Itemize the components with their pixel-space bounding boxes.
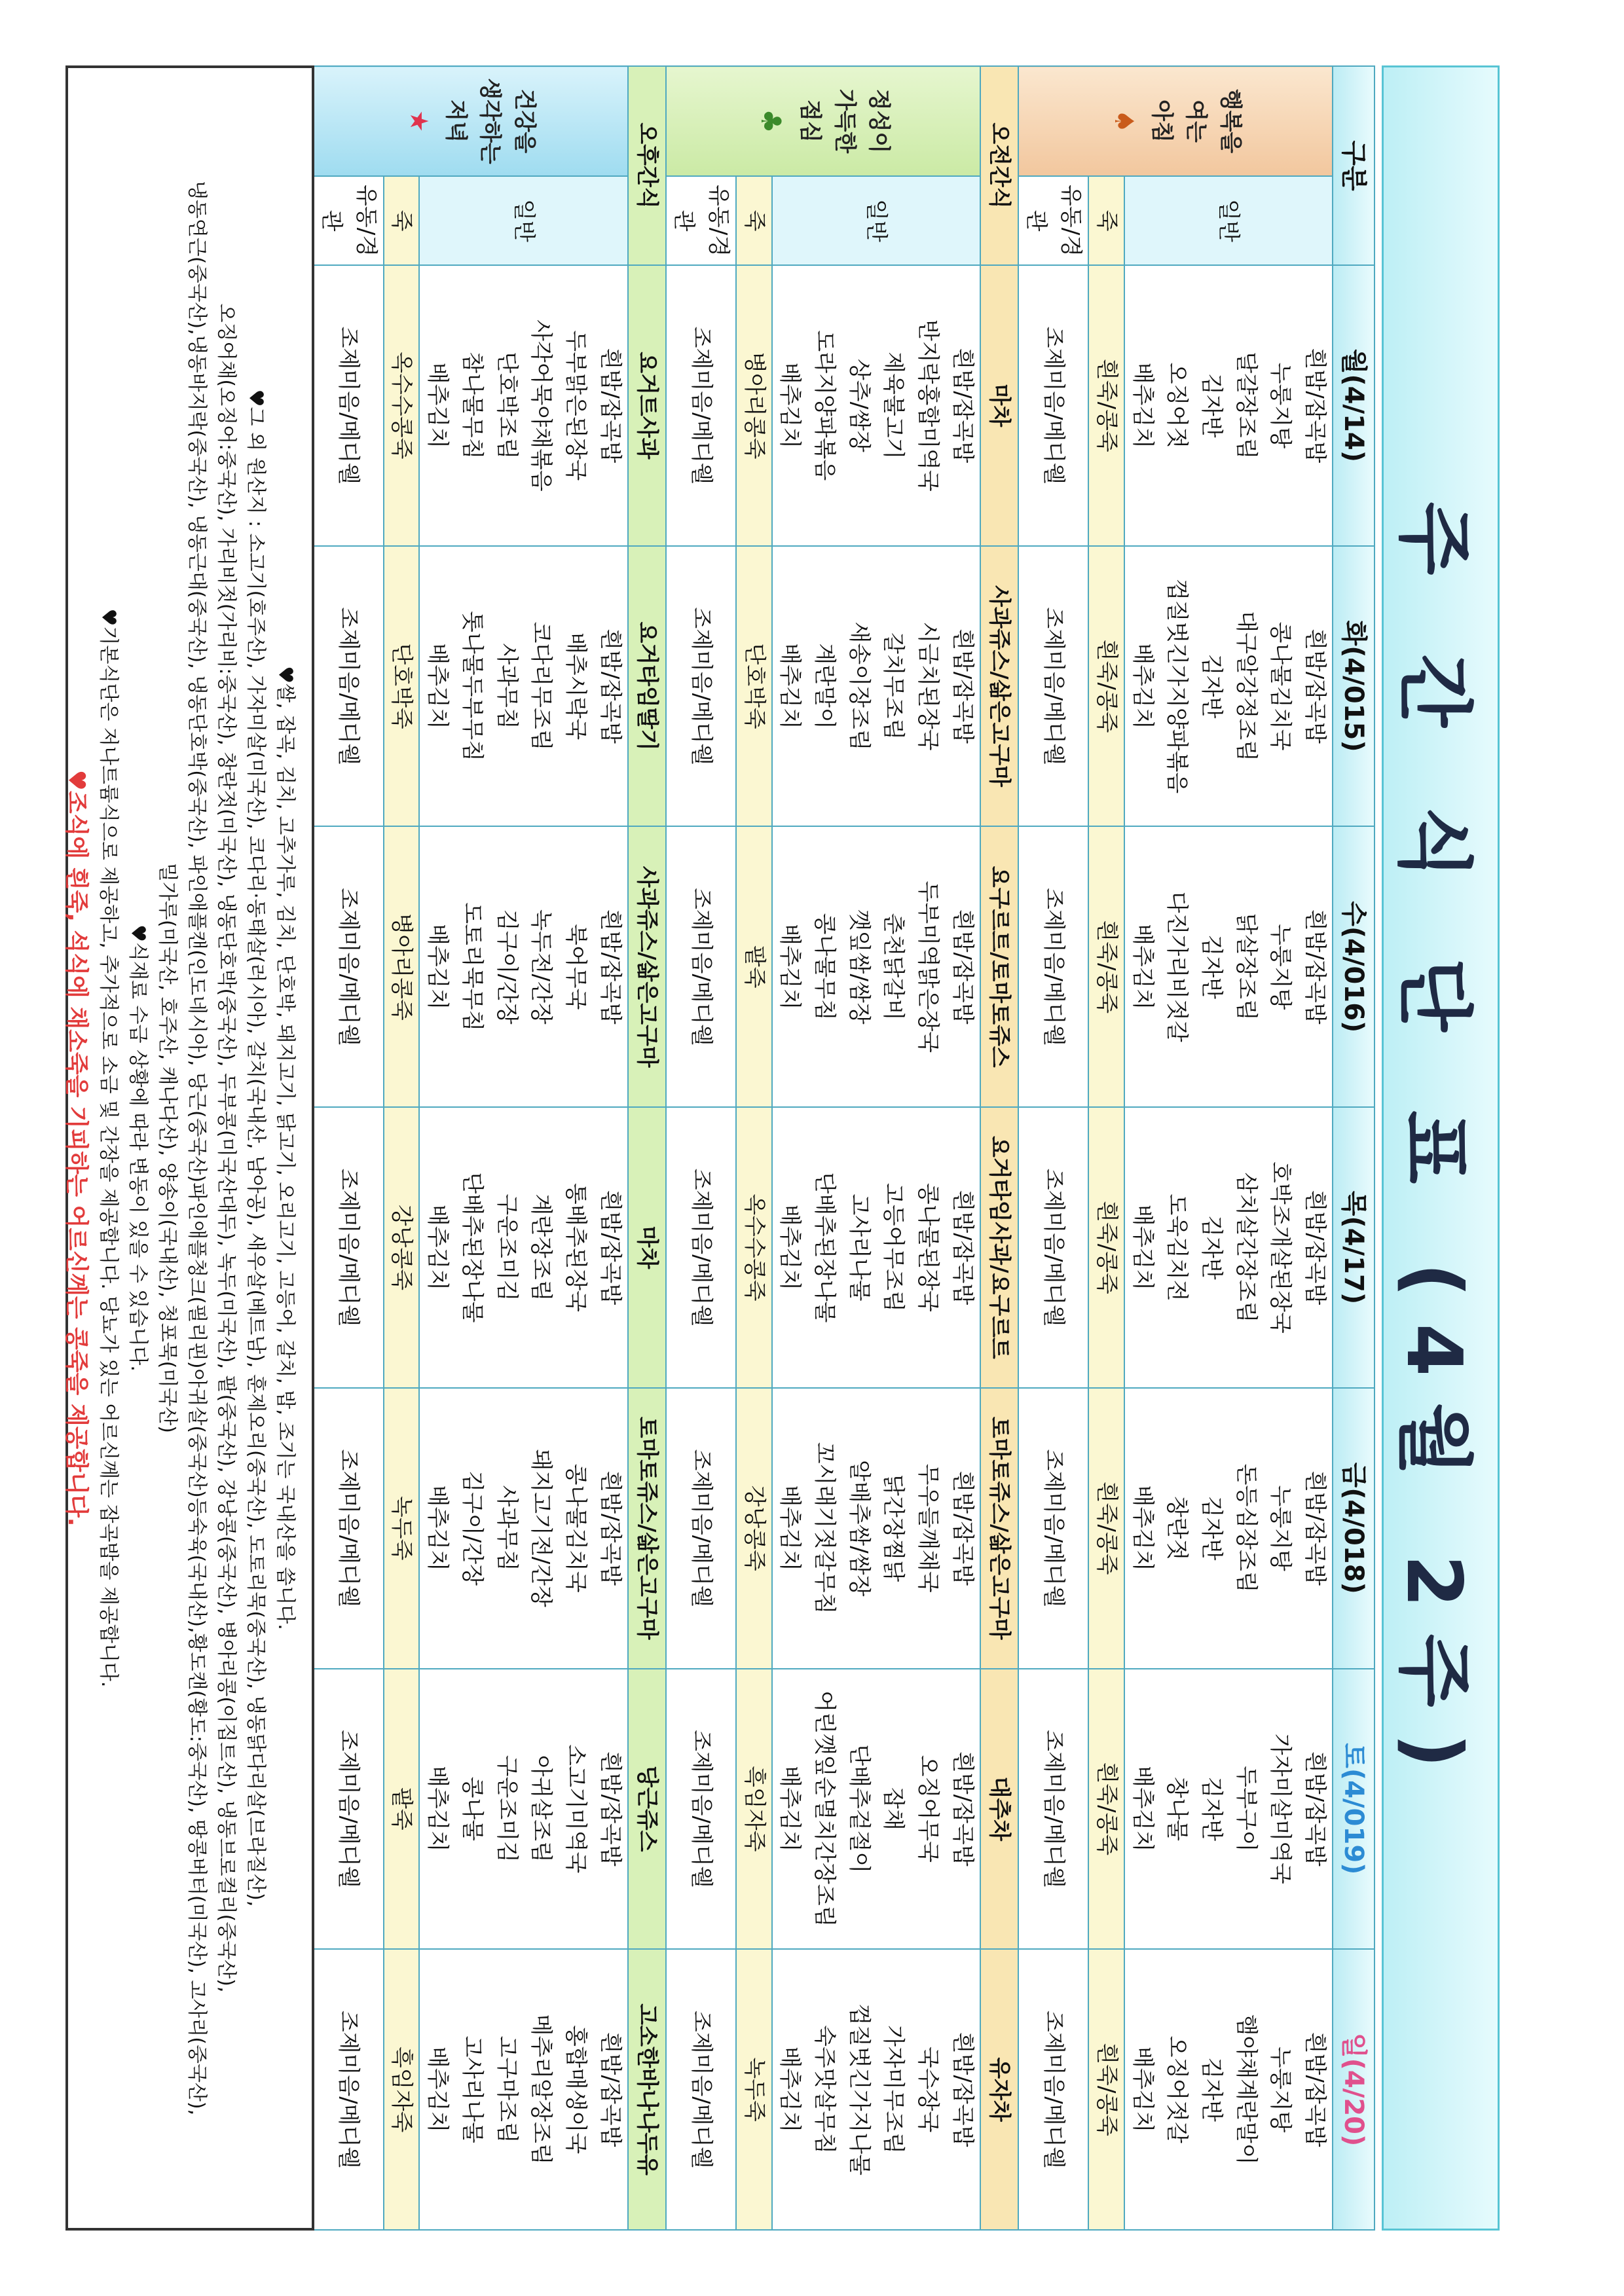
lunch-porridge-row xyxy=(736,66,772,2230)
porridge-cell: 흰죽/콩죽 xyxy=(1088,546,1124,827)
porridge-label: 죽 xyxy=(736,176,772,265)
menu-cell: 흰밥/잡곡밥 누룽지탕 달걀장조림 김자반 오징어젓 배추김치 xyxy=(1124,265,1333,546)
porridge-cell: 흰죽/콩죽 xyxy=(1088,265,1124,546)
tube-cell: 조제미음/메디웰 xyxy=(666,1669,736,1950)
base-diet-note: ♥기본식단은 저나트륨식으로 제공하고, 추가적으로 소금 및 간장을 제공합니다. 당뇨가 있는 어르신께는 잡곡밥을 제공합니다. xyxy=(97,608,120,1688)
porridge-cell: 팥죽 xyxy=(384,1669,420,1950)
porridge-cell: 흰죽/콩죽 xyxy=(1088,1669,1124,1950)
menu-cell: 흰밥/잡곡밥 홍합매생이국 메추리알장조림 고구마조림 고사리나물 배추김치 xyxy=(420,1949,628,2230)
tube-cell: 조제미음/메디웰 xyxy=(666,1388,736,1669)
tube-cell: 조제미음/메디웰 xyxy=(666,1949,736,2230)
origin-note: 밀가루(미국산, 호주산, 캐나다산), 양송이(국내산), 청포묵(미국산) xyxy=(156,862,179,1433)
tube-cell: 조제미음/메디웰 xyxy=(1018,1669,1088,1950)
snack-cell: 요거트사과 xyxy=(628,265,666,546)
tube-cell: 조제미음/메디웰 xyxy=(313,265,383,546)
breakfast-porridge-row xyxy=(1088,66,1124,2230)
snack-cell: 요구르트/토마토쥬스 xyxy=(980,826,1018,1107)
day-header-saturday: 토(4/019) xyxy=(1333,1669,1375,1950)
menu-cell: 흰밥/잡곡밥 통배추된장국 계란장조림 구운조미김 단배추된장나물 배추김치 xyxy=(420,1107,628,1388)
menu-cell: 흰밥/잡곡밥 두부미역맑은장국 춘천닭갈비 깻잎쌈/쌈장 콩나물무침 배추김치 xyxy=(772,826,980,1107)
menu-cell: 흰밥/잡곡밥 북어무국 녹두전/간장 김구이/간장 도토리묵무침 배추김치 xyxy=(420,826,628,1107)
porridge-cell: 흰죽/콩죽 xyxy=(1088,1949,1124,2230)
tube-cell: 조제미음/메디웰 xyxy=(313,1949,383,2230)
day-header: 목(4/17) xyxy=(1333,1107,1375,1388)
tube-cell: 조제미음/메디웰 xyxy=(666,826,736,1107)
porridge-label: 죽 xyxy=(1088,176,1124,265)
snack-cell: 당근쥬스 xyxy=(628,1669,666,1950)
am-snack-row xyxy=(980,66,1018,2230)
snack-cell: 요거타임사과/요구르트 xyxy=(980,1107,1018,1388)
snack-cell: 토마토쥬스/삶은고구마 xyxy=(980,1388,1018,1669)
porridge-cell: 단호박죽 xyxy=(384,546,420,827)
dinner-general-row xyxy=(420,66,628,2230)
weekly-menu-table xyxy=(312,65,1375,2231)
pm-snack-label: 오후간식 xyxy=(628,66,666,265)
snack-cell: 고소한바나나두유 xyxy=(628,1949,666,2230)
menu-cell: 흰밥/잡곡밥 호박조개살된장국 삼치살간장조림 김자반 도욱김치전 배추김치 xyxy=(1124,1107,1333,1388)
porridge-cell: 흰죽/콩죽 xyxy=(1088,1388,1124,1669)
day-header: 화(4/015) xyxy=(1333,546,1375,827)
tube-cell: 조제미음/메디웰 xyxy=(1018,1949,1088,2230)
menu-sheet xyxy=(59,65,1500,2231)
porridge-cell: 흑임자죽 xyxy=(736,1669,772,1950)
menu-cell: 흰밥/잡곡밥 오징어무국 잡채 단배추겉절이 어린깻잎순멸치간장조림 배추김치 xyxy=(772,1669,980,1950)
day-header-sunday: 일(4/20) xyxy=(1333,1949,1375,2230)
category-header: 구분 xyxy=(1333,66,1375,265)
snack-cell: 토마토쥬스/삶은고구마 xyxy=(628,1388,666,1669)
tube-cell: 조제미음/메디웰 xyxy=(1018,265,1088,546)
title-banner xyxy=(1382,65,1500,2231)
menu-cell: 흰밥/잡곡밥 누룽지탕 햄야채계란말이 김자반 오징어젓갈 배추김치 xyxy=(1124,1949,1333,2230)
snack-cell: 대추차 xyxy=(980,1669,1018,1950)
am-snack-label: 오전간식 xyxy=(980,66,1018,265)
spade-icon: ♠ xyxy=(1108,109,1139,133)
tube-cell: 조제미음/메디웰 xyxy=(1018,826,1088,1107)
general-label: 일반 xyxy=(1124,176,1333,265)
porridge-cell: 강낭콩죽 xyxy=(736,1388,772,1669)
origin-note: 오징어채(오징어:중국산), 가리비젓(가리비:중국산), 창란젓(미국산), 냉동단호박(중국산), 두부콩(미국산대두), 녹두(미국산), 팥(중국산), 강낭콩(중국산), 병아리콩(이집트산), 냉동브로컬리(중국산), xyxy=(215,303,238,1993)
dinner-porridge-row xyxy=(384,66,420,2230)
menu-cell: 흰밥/잡곡밥 콩나물김치국 대구알강정조림 김자반 껍질벗긴가지양파볶음 배추김치 xyxy=(1124,546,1333,827)
menu-cell: 흰밥/잡곡밥 가자미살미역국 두부구이 김자반 창나물 배추김치 xyxy=(1124,1669,1333,1950)
porridge-cell: 옥수수콩죽 xyxy=(736,1107,772,1388)
snack-cell: 사과쥬스/삶은고구마 xyxy=(980,546,1018,827)
dinner-label: 건강을 생각하는 저녁 ★ xyxy=(313,66,627,176)
menu-cell: 흰밥/잡곡밥 누룽지탕 돈등심장조림 김자반 창란젓 배추김치 xyxy=(1124,1388,1333,1669)
origin-note: ♥그 외 원산지 : 소고기(호주산), 가자미살(미국산), 코다리·동태살(러시아), 갈치(국내산, 남아공), 새우살(베트남), 훈제오리(중국산), 도토리묵(중국산), 냉동닭다리살(브라질산), xyxy=(244,389,267,1907)
menu-cell: 흰밥/잡곡밥 소고기미역국 아귀살조림 구운조미김 콩나물 배추김치 xyxy=(420,1669,628,1950)
menu-cell: 흰밥/잡곡밥 두부맑은된장국 사각어묵야채볶음 단호박조림 참나물무침 배추김치 xyxy=(420,265,628,546)
breakfast-tube-row xyxy=(1018,66,1088,2230)
club-icon: ♣ xyxy=(755,109,788,134)
dinner-tube-row xyxy=(313,66,383,2230)
porridge-cell: 흰죽/콩죽 xyxy=(1088,826,1124,1107)
tube-cell: 조제미음/메디웰 xyxy=(666,1107,736,1388)
porridge-cell: 팥죽 xyxy=(736,826,772,1107)
menu-cell: 흰밥/잡곡밥 시금치된장국 갈치무조림 새송이장조림 계란말이 배추김치 xyxy=(772,546,980,827)
snack-cell: 마차 xyxy=(980,265,1018,546)
tube-feed-label: 유동/경관 xyxy=(666,176,736,265)
porridge-cell: 병아리콩죽 xyxy=(736,265,772,546)
general-label: 일반 xyxy=(772,176,980,265)
tube-cell: 조제미음/메디웰 xyxy=(666,265,736,546)
snack-cell: 사과쥬스/삶은고구마 xyxy=(628,826,666,1107)
tube-cell: 조제미음/메디웰 xyxy=(666,546,736,827)
tube-cell: 조제미음/메디웰 xyxy=(313,1107,383,1388)
tube-cell: 조제미음/메디웰 xyxy=(313,546,383,827)
tube-cell: 조제미음/메디웰 xyxy=(313,1669,383,1950)
menu-cell: 흰밥/잡곡밥 무우들깨채국 닭간장찜닭 알배추쌈/쌈장 꼬시래기젓갈무침 배추김치 xyxy=(772,1388,980,1669)
menu-cell: 흰밥/잡곡밥 반지락홍합미역국 제육불고기 상추/쌈장 도라지양파볶음 배추김치 xyxy=(772,265,980,546)
origin-note: ♥쌀, 잡곡, 김치, 고추가루, 김치, 단호박, 돼지고기, 닭고기, 오리고기, 고등어, 갈치, 밥, 조기는 국내산을 씁니다. xyxy=(274,666,297,1630)
snack-cell: 마차 xyxy=(628,1107,666,1388)
tube-cell: 조제미음/메디웰 xyxy=(313,1388,383,1669)
breakfast-label: 행복을 여는 아침 ♠ xyxy=(1018,66,1333,176)
porridge-cell: 녹두죽 xyxy=(736,1949,772,2230)
pm-snack-row xyxy=(628,66,666,2230)
porridge-cell: 흰죽/콩죽 xyxy=(1088,1107,1124,1388)
supply-note: ♥식재료 수급 상황에 따라 변동이 있을 수 있습니다. xyxy=(126,924,149,1372)
porridge-cell: 옥수수콩죽 xyxy=(384,265,420,546)
menu-cell: 흰밥/잡곡밥 국수장국 가자미무조림 껍질벗긴가지나물 숙주맛살무침 배추김치 xyxy=(772,1949,980,2230)
origin-note: 냉동연근(중국산),냉동바지락(중국산), 냉동근대(중국산), 냉동단호박(중국산), 파인애플캔(인도네시아), 당근(중국산)파인애플청크(필리핀)아귀살(중국산)등숙육(국내산),황도캔(황도:중국산), 땅콩버터(미국산), 고사리(중국산), xyxy=(185,180,208,2116)
porridge-cell: 강낭콩죽 xyxy=(384,1107,420,1388)
tube-cell: 조제미음/메디웰 xyxy=(313,826,383,1107)
menu-cell: 흰밥/잡곡밥 콩나물김치국 돼지고기전/간장 사과무침 김구이/간장 배추김치 xyxy=(420,1388,628,1669)
porridge-label: 죽 xyxy=(384,176,420,265)
menu-cell: 흰밥/잡곡밥 배추시락국 코다리무조림 사과무침 톳나물두부무침 배추김치 xyxy=(420,546,628,827)
lunch-general-row xyxy=(772,66,980,2230)
tube-cell: 조제미음/메디웰 xyxy=(1018,1388,1088,1669)
snack-cell: 유자차 xyxy=(980,1949,1018,2230)
tube-feed-label: 유동/경관 xyxy=(313,176,383,265)
menu-cell: 흰밥/잡곡밥 누룽지탕 닭살장조림 김자반 다진가리비젓갈 배추김치 xyxy=(1124,826,1333,1107)
menu-cell: 흰밥/잡곡밥 콩나물된장국 고등어무조림 고사리나물 단배추된장나물 배추김치 xyxy=(772,1107,980,1388)
lunch-label: 정성이 가득한 점심 ♣ xyxy=(666,66,980,176)
day-header: 수(4/016) xyxy=(1333,826,1375,1107)
day-header: 금(4/018) xyxy=(1333,1388,1375,1669)
day-header: 월(4/14) xyxy=(1333,265,1375,546)
porridge-cell: 단호박죽 xyxy=(736,546,772,827)
star-icon: ★ xyxy=(404,109,434,133)
breakfast-general-row xyxy=(1124,66,1333,2230)
snack-cell: 요거타임딸기 xyxy=(628,546,666,827)
porridge-note: ♥조식에 흰죽, 석식에 채소죽을 기피하는 어르신께는 콩죽을 제공합니다. xyxy=(63,769,90,1527)
lunch-tube-row xyxy=(666,66,736,2230)
notes-box xyxy=(65,65,314,2231)
page-title: 주 간 식 단 표 (4월 2주) xyxy=(1390,501,1479,1795)
tube-cell: 조제미음/메디웰 xyxy=(1018,1107,1088,1388)
general-label: 일반 xyxy=(420,176,628,265)
tube-feed-label: 유동/경관 xyxy=(1018,176,1088,265)
tube-cell: 조제미음/메디웰 xyxy=(1018,546,1088,827)
porridge-cell: 병아리콩죽 xyxy=(384,826,420,1107)
header-row xyxy=(1333,66,1375,2230)
porridge-cell: 녹두죽 xyxy=(384,1388,420,1669)
porridge-cell: 흑임자죽 xyxy=(384,1949,420,2230)
